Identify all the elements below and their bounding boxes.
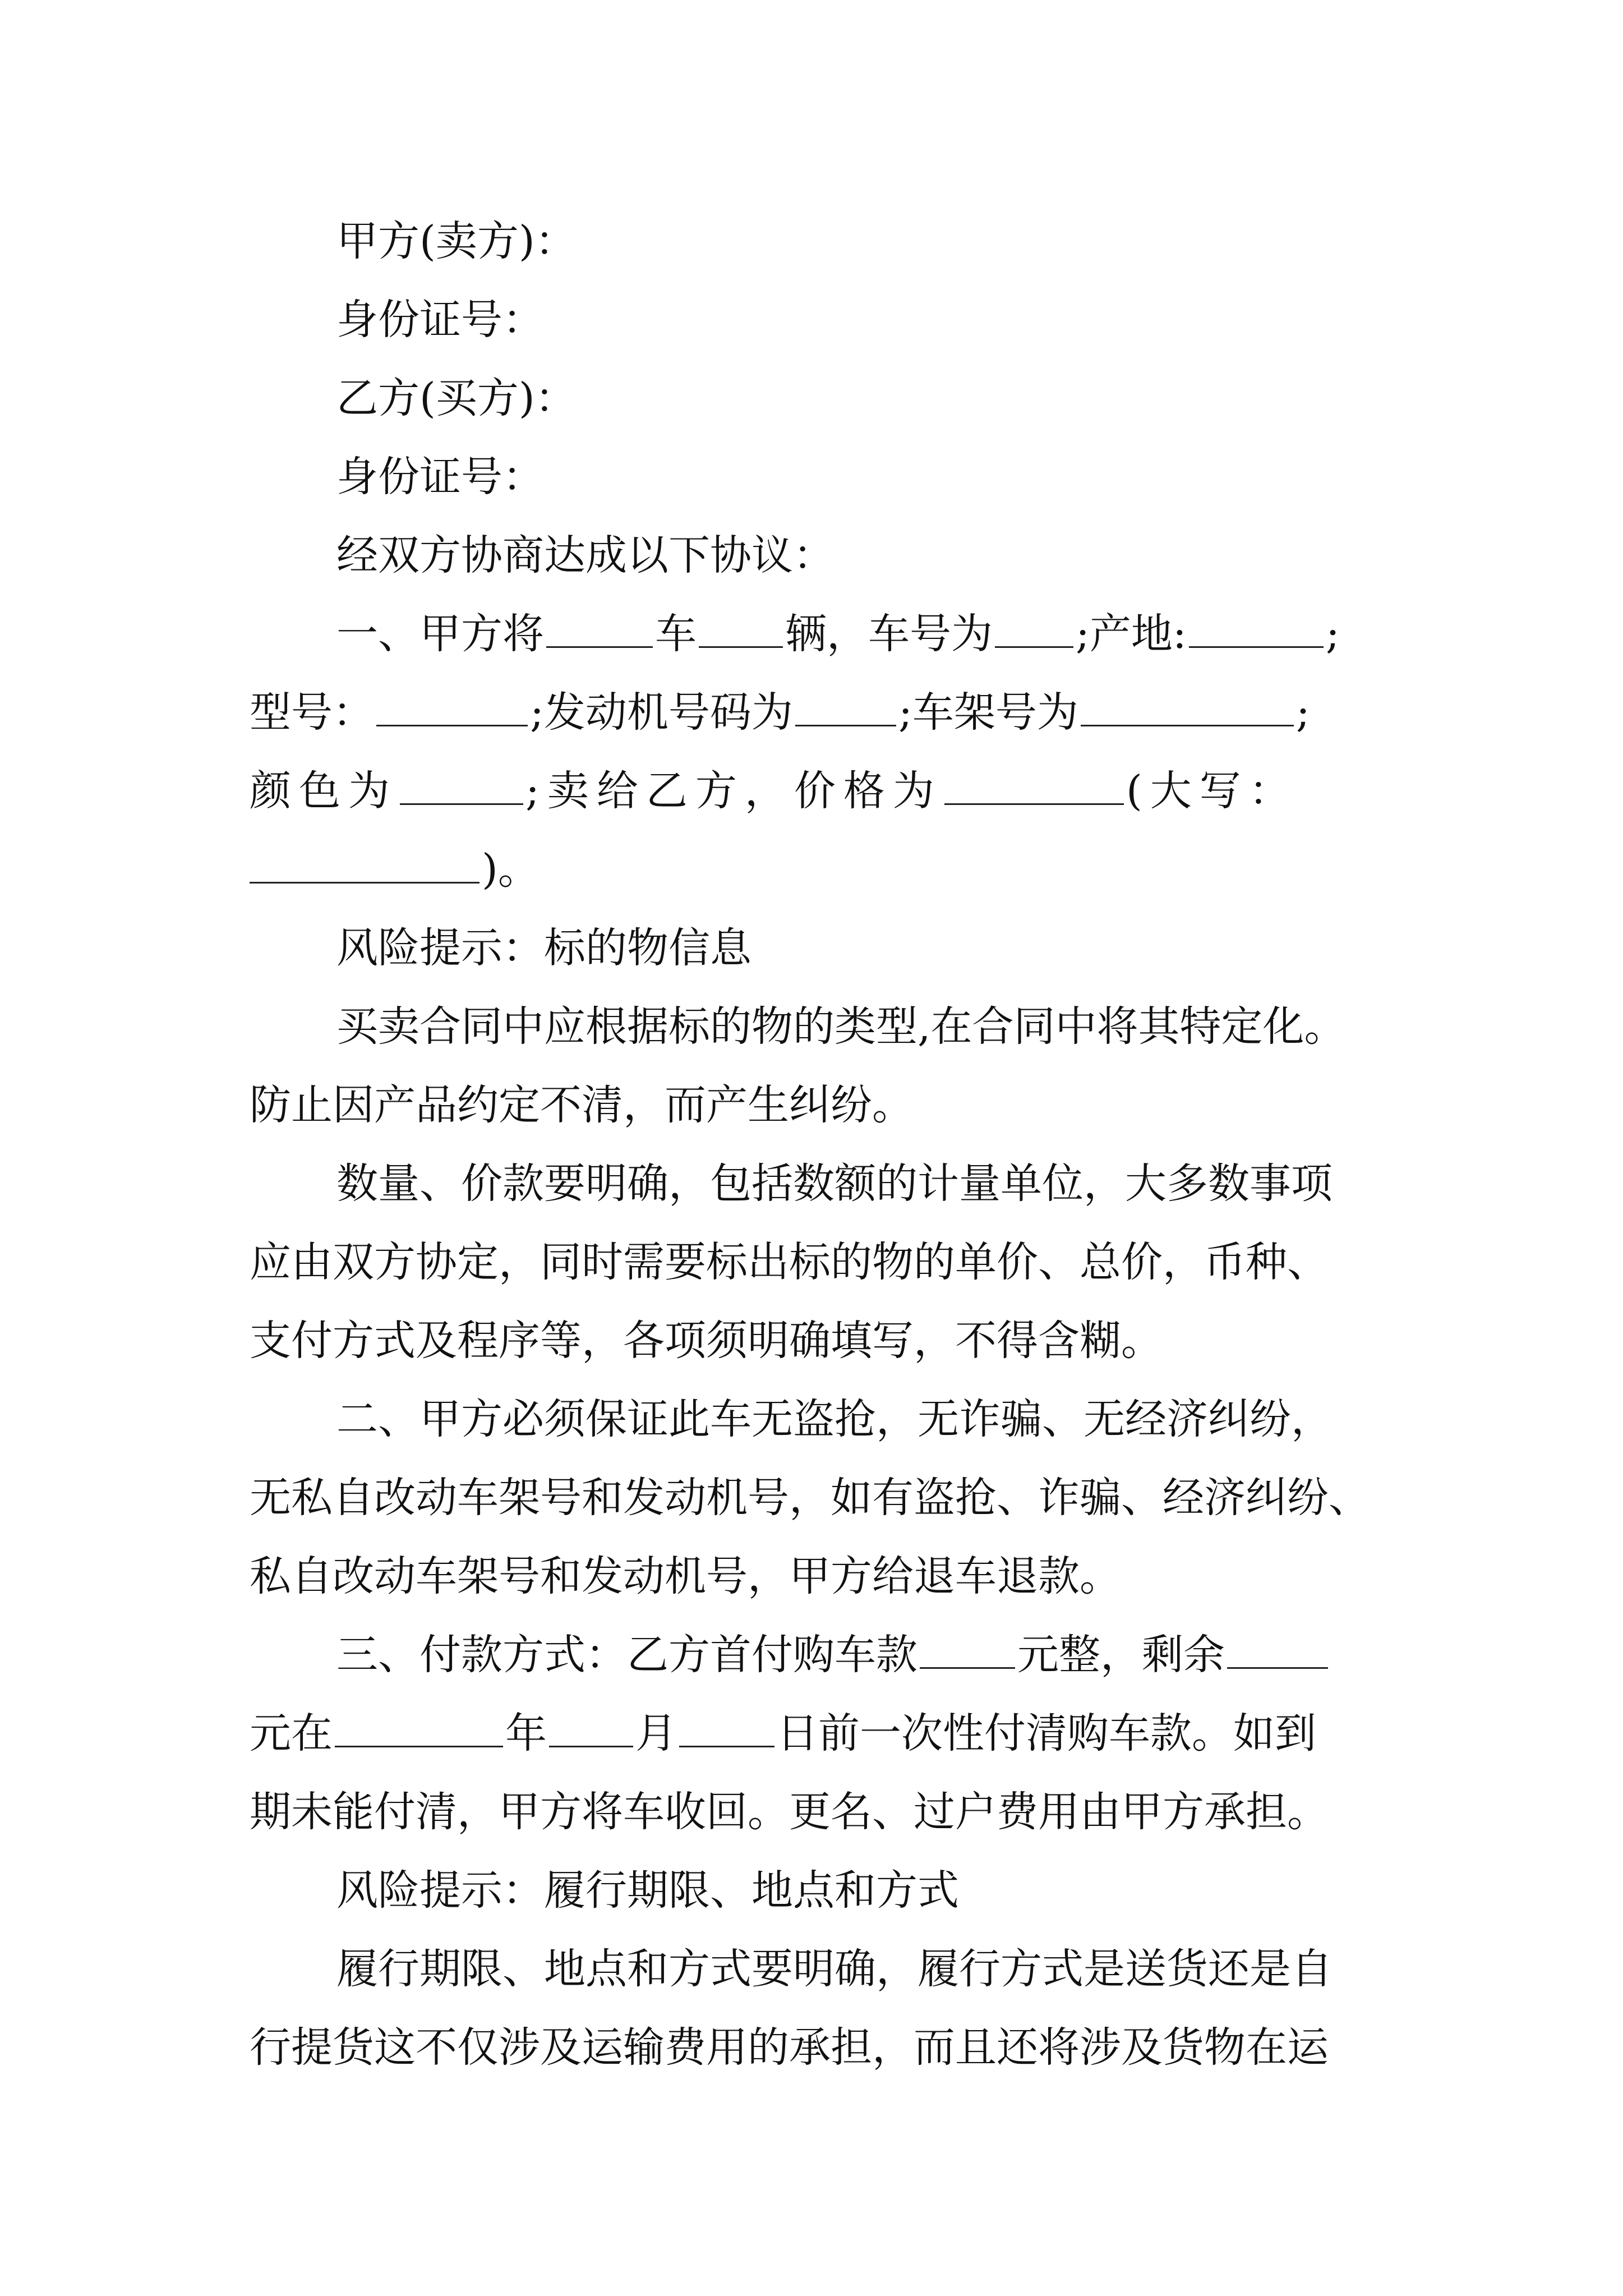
risk-tip-1-line-2: 防止因产品约定不清，而产生纠纷。 (250, 1081, 914, 1129)
clause-3-text: 元整，剩余 (1017, 1631, 1225, 1679)
down-payment-blank[interactable] (920, 1628, 1015, 1669)
clause-1-text: (大写： (1126, 767, 1298, 815)
clause-1-text: 一、甲方将 (336, 610, 544, 658)
clause-1-line-4 (250, 830, 1388, 909)
origin-blank[interactable] (1189, 607, 1324, 648)
clause-1-text: 颜色为 (250, 767, 398, 815)
clause-1-line-2 (250, 673, 1388, 752)
price-uppercase-blank[interactable] (250, 843, 479, 884)
risk-tip-heading-1: 风险提示：标的物信息 (336, 924, 751, 972)
clause-3-line-2 (250, 1694, 1388, 1773)
agreement-intro: 经双方协商达成以下协议： (336, 531, 834, 579)
party-a-label: 甲方(卖方)： (336, 217, 577, 265)
party-b-id-label: 身份证号： (336, 453, 544, 501)
clause-3-text: 月 (635, 1709, 677, 1757)
risk-tip-2-line-2: 行提货这不仅涉及运输费用的承担，而且还将涉及货物在运 (250, 2023, 1329, 2072)
clause-3-text: 元在 (250, 1709, 333, 1757)
clause-1-line-1 (336, 595, 1388, 673)
day-blank[interactable] (679, 1706, 774, 1747)
vehicle-brand-blank[interactable] (546, 607, 653, 648)
risk-tip-1-line-1: 买卖合同中应根据标的物的类型,在合同中将其特定化。 (336, 1002, 1346, 1051)
frame-number-blank[interactable] (1081, 685, 1294, 726)
risk-tip-1-line-4: 应由双方协定，同时需要标出标的物的单价、总价，币种、 (250, 1238, 1329, 1286)
year-blank[interactable] (335, 1706, 503, 1747)
clause-1-text: ;卖给乙方，价格为 (525, 767, 942, 815)
clause-1-text: ; (1325, 610, 1340, 658)
remaining-amount-blank[interactable] (1227, 1628, 1328, 1669)
risk-tip-1-line-3: 数量、价款要明确，包括数额的计量单位，大多数事项 (336, 1159, 1332, 1208)
clause-3-line-1 (336, 1616, 1388, 1694)
party-b-label: 乙方(买方)： (336, 374, 577, 422)
clause-2-line-2: 无私自改动车架号和发动机号，如有盗抢、诈骗、经济纠纷、 (250, 1474, 1370, 1522)
clause-2-line-3: 私自改动车架号和发动机号，甲方给退车退款。 (250, 1552, 1121, 1600)
color-blank[interactable] (400, 764, 523, 805)
clause-3-text: 三、付款方式：乙方首付购车款 (336, 1631, 917, 1679)
clause-1-text: 辆，车号为 (785, 610, 993, 658)
clause-1-text: ; (1295, 688, 1310, 737)
clause-1-text: 型号： (250, 688, 374, 737)
risk-tip-2-line-1: 履行期限、地点和方式要明确，履行方式是送货还是自 (336, 1945, 1332, 1993)
party-a-id-label: 身份证号： (336, 296, 544, 344)
clause-1-text: ;发动机号码为 (530, 688, 793, 737)
clause-1-text: ;产地: (1076, 610, 1187, 658)
month-blank[interactable] (549, 1706, 633, 1747)
clause-2-line-1: 二、甲方必须保证此车无盗抢，无诈骗、无经济纠纷， (336, 1395, 1332, 1443)
risk-tip-heading-2: 风险提示：履行期限、地点和方式 (336, 1866, 959, 1915)
model-blank[interactable] (376, 685, 528, 726)
clause-3-text: 年 (505, 1709, 547, 1757)
clause-3-text: 日前一次性付清购车款。如到 (777, 1709, 1316, 1757)
engine-number-blank[interactable] (795, 685, 896, 726)
risk-tip-1-line-5: 支付方式及程序等，各项须明确填写，不得含糊。 (250, 1317, 1163, 1365)
clause-1-line-3 (250, 752, 1388, 830)
clause-3-line-3: 期未能付清，甲方将车收回。更名、过户费用由甲方承担。 (250, 1788, 1329, 1836)
clause-1-text: 车 (655, 610, 697, 658)
clause-1-text: ;车架号为 (898, 688, 1078, 737)
plate-number-blank[interactable] (995, 607, 1073, 648)
price-blank[interactable] (944, 764, 1124, 805)
clause-1-text: )。 (482, 845, 540, 894)
vehicle-count-blank[interactable] (699, 607, 783, 648)
